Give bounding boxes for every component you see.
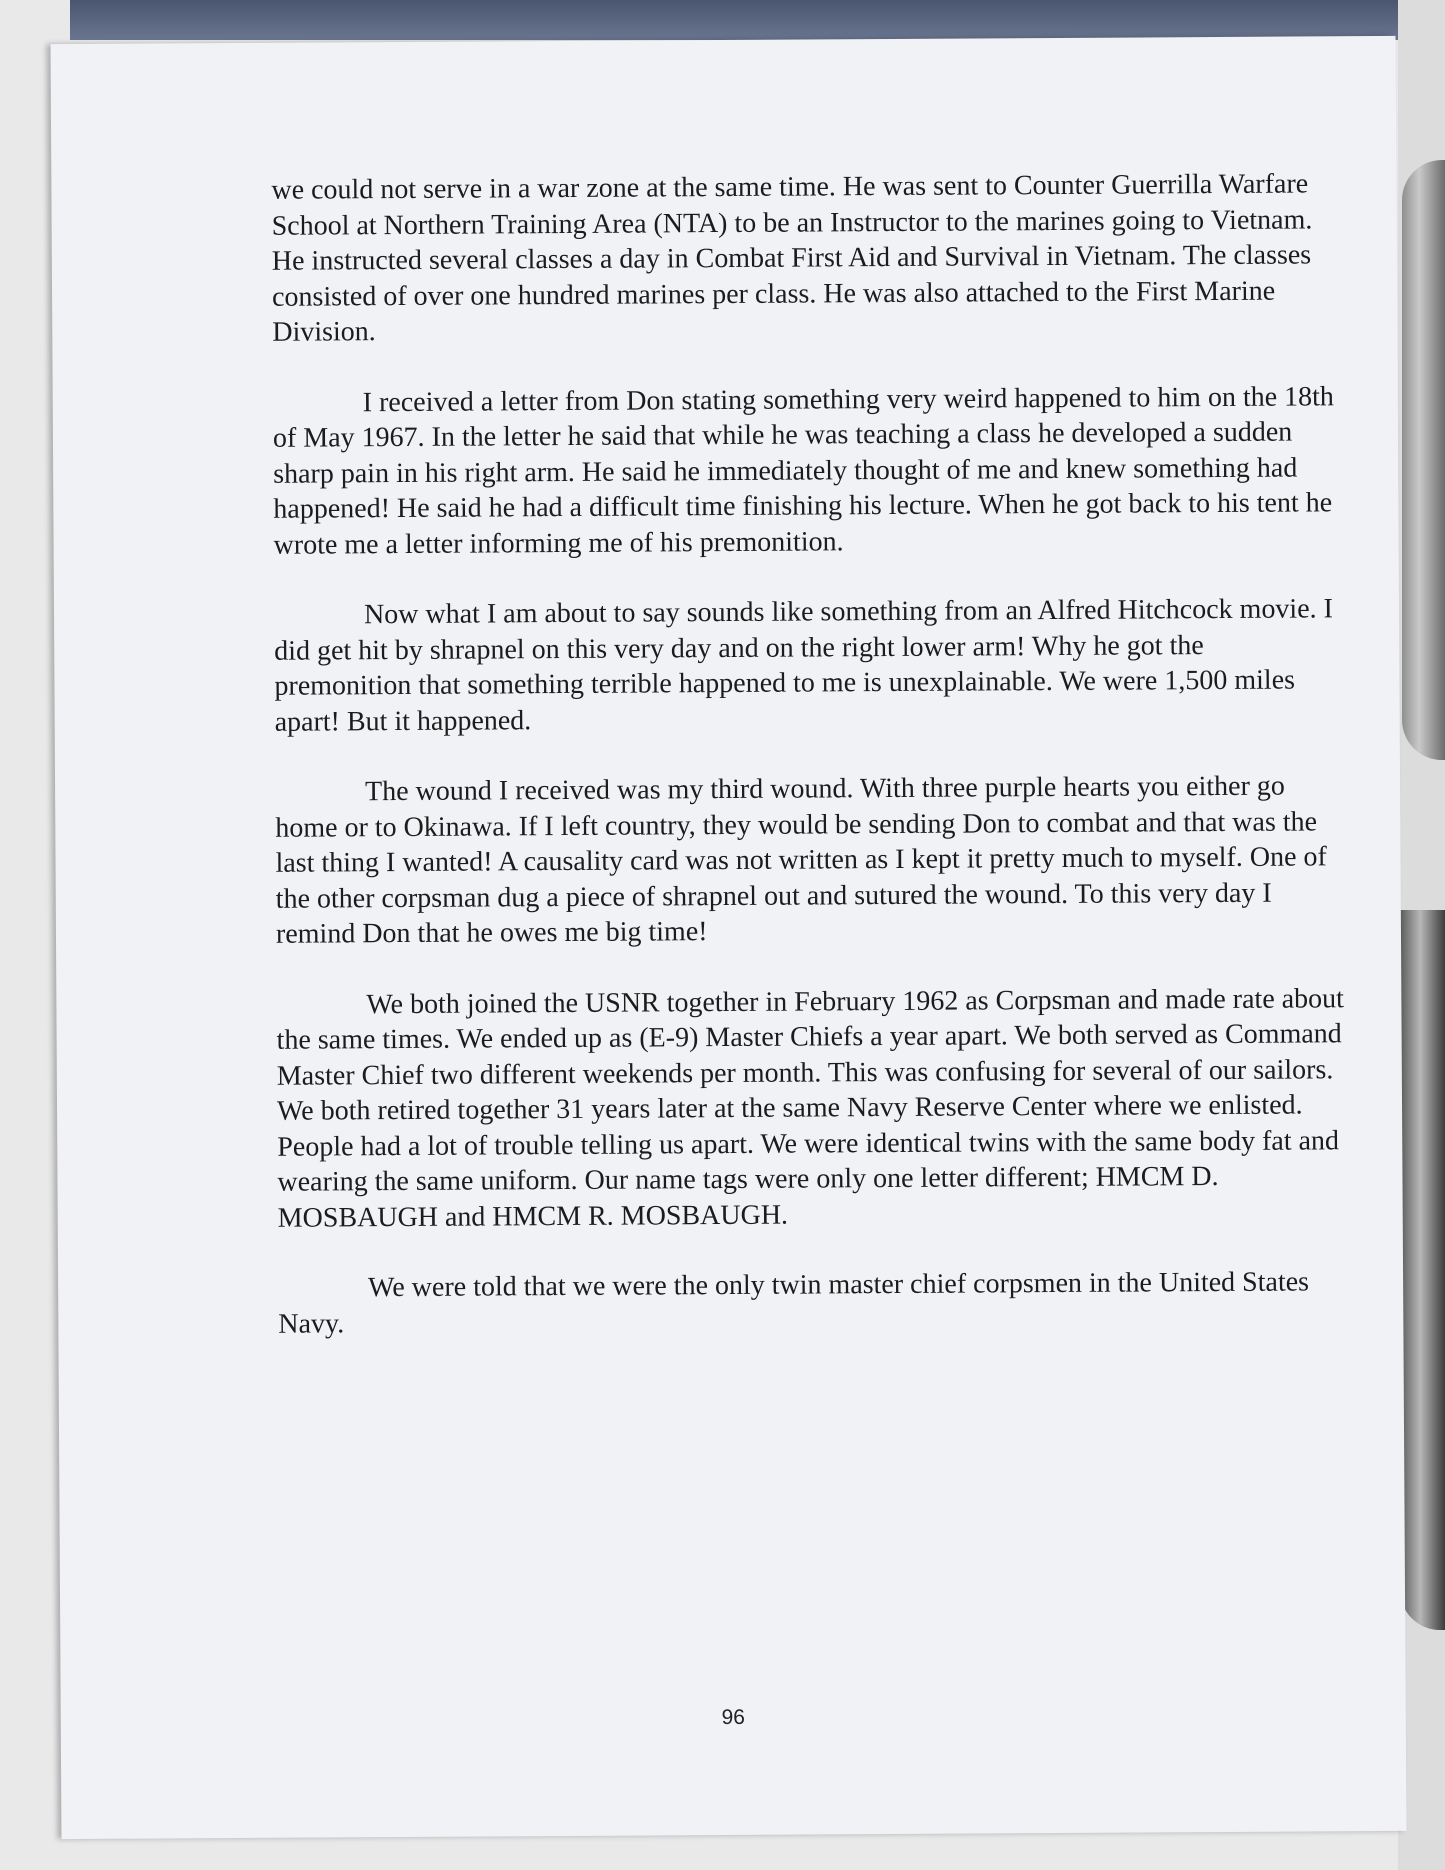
paragraph: We were told that we were the only twin master chief corpsmen in the United States Navy. [278, 1266, 1310, 1340]
paragraph: The wound I received was my third wound. With three purple hearts you either go home or to Okinawa. If I left country, they would be sending Don to combat and that was the last thing I wanted! A causality card was not written as I kept it pretty much to myself. One of the other corpsman dug a piece of shrapnel out and sutured the wound. To this very day I remind Don that he owes me big time! [275, 770, 1327, 950]
page-number: 96 [721, 1705, 746, 1730]
book-page [51, 36, 1407, 1839]
paragraph: Now what I am about to say sounds like something from an Alfred Hitchcock movie. I did get hit by shrapnel on this very day and on the right lower arm! Why he got the premonition that something terrible happened to me is unexplainable. We were 1,500 miles apart! But it happened. [274, 593, 1334, 738]
paragraph: We both joined the USNR together in February 1962 as Corpsman and made rate about the same times. We ended up as (E-9) Master Chiefs a year apart. We both served as Command Master Chief two different weekends per month. This was confusing for several of our sailors. We both retired together 31 years later at the same Navy Reserve Center where we enlisted. People had a lot of trouble telling us apart. We were identical twins with the same body fat and wearing the same uniform. Our name tags were only one letter different; HMCM D. MOSBAUGH and HMCM R. MOSBAUGH. [276, 982, 1345, 1234]
background-fabric [70, 0, 1400, 40]
paragraph: we could not serve in a war zone at the same time. He was sent to Counter Guerrilla Warfare School at Northern Training Area (NTA) to be an Instructor to the marines going to Vietnam. He instructed several classes a day in Combat First Aid and Survival in Vietnam. The classes consisted of over one hundred marines per class. He was also attached to the First Marine Division. [271, 168, 1313, 348]
paragraph: I received a letter from Don stating something very weird happened to him on the 18th of May 1967. In the letter he said that while he was teaching a class he developed a sudden sharp pain in his right arm. He said he immediately thought of me and knew something had happened! He said he had a difficult time finishing his lecture. When he got back to his tent he wrote me a letter informing me of his premonition. [272, 380, 1334, 561]
body-text [271, 166, 1348, 1377]
adjacent-page-photo [1402, 160, 1445, 760]
adjacent-page-photo [1400, 910, 1445, 1630]
